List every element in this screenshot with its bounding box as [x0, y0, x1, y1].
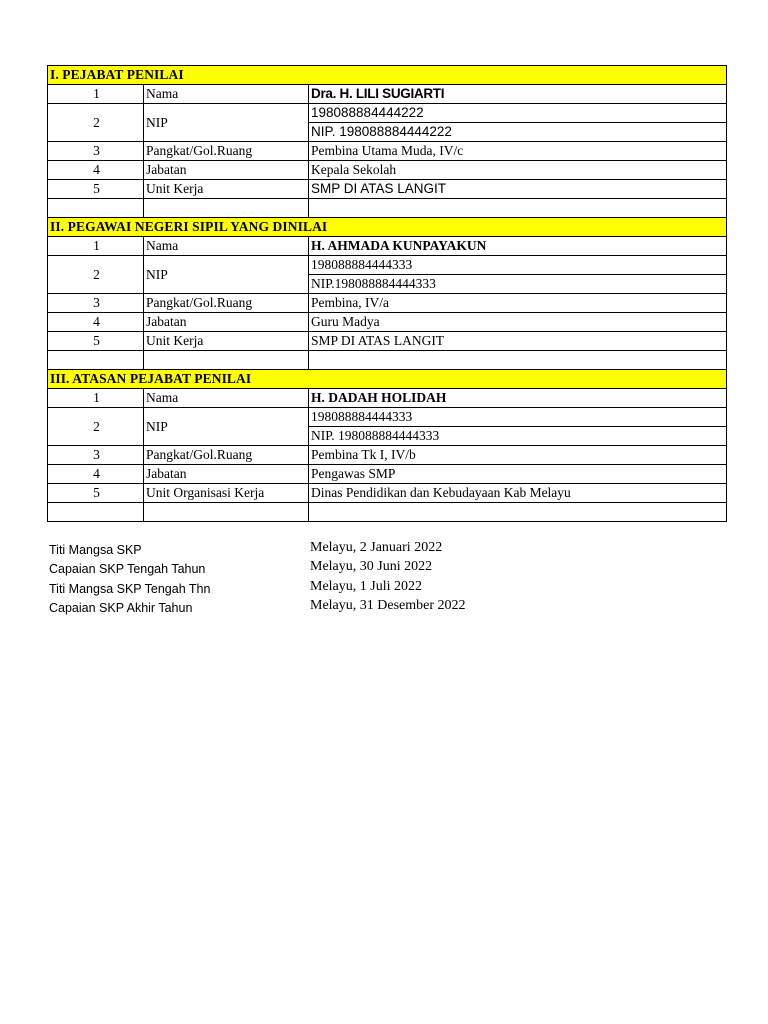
date-value: Melayu, 31 Desember 2022: [310, 597, 466, 613]
table-row: [48, 313, 727, 332]
row-number: 2: [48, 104, 144, 142]
row-label: Jabatan: [144, 161, 309, 180]
row-number: 5: [48, 332, 144, 351]
date-label: Capaian SKP Akhir Tahun: [49, 600, 193, 615]
table-row: [48, 256, 727, 275]
date-label: Titi Mangsa SKP: [49, 543, 142, 557]
row-value: Pembina Tk I, IV/b: [309, 446, 727, 465]
section-header-row: [48, 66, 727, 85]
list-item: [49, 579, 729, 598]
skp-identity-table: [47, 65, 727, 522]
table-row: [48, 294, 727, 313]
row-value-nip: NIP.198088884444333: [309, 275, 727, 294]
table-row: [48, 446, 727, 465]
row-number: 4: [48, 313, 144, 332]
row-value: H. DADAH HOLIDAH: [309, 389, 727, 408]
row-number: 1: [48, 237, 144, 256]
blank-row: [48, 199, 727, 218]
row-label: Pangkat/Gol.Ruang: [144, 294, 309, 313]
row-value: Pembina, IV/a: [309, 294, 727, 313]
row-value: SMP DI ATAS LANGIT: [309, 180, 727, 199]
row-number: 5: [48, 180, 144, 199]
row-label: Nama: [144, 85, 309, 104]
section-header-row: [48, 370, 727, 389]
row-number: 3: [48, 294, 144, 313]
table-row: [48, 332, 727, 351]
row-label: Jabatan: [144, 465, 309, 484]
row-label: Nama: [144, 389, 309, 408]
row-value: 198088884444333: [309, 256, 727, 275]
row-value: H. AHMADA KUNPAYAKUN: [309, 237, 727, 256]
row-value: Pengawas SMP: [309, 465, 727, 484]
row-number: 3: [48, 142, 144, 161]
row-value: 198088884444333: [309, 408, 727, 427]
table-row: [48, 389, 727, 408]
row-value: Kepala Sekolah: [309, 161, 727, 180]
row-label: Jabatan: [144, 313, 309, 332]
row-number: 1: [48, 389, 144, 408]
list-item: [49, 559, 729, 578]
blank-row: [48, 503, 727, 522]
date-value: Melayu, 1 Juli 2022: [310, 578, 422, 594]
list-item: [49, 540, 729, 559]
row-number: 4: [48, 465, 144, 484]
row-label: Pangkat/Gol.Ruang: [144, 446, 309, 465]
table-row: [48, 408, 727, 427]
row-label: Unit Kerja: [144, 180, 309, 199]
row-number: 3: [48, 446, 144, 465]
table-row: [48, 142, 727, 161]
row-label: Nama: [144, 237, 309, 256]
row-label: NIP: [144, 104, 309, 142]
row-number: 2: [48, 256, 144, 294]
row-value: Pembina Utama Muda, IV/c: [309, 142, 727, 161]
blank-row: [48, 351, 727, 370]
row-label: NIP: [144, 408, 309, 446]
row-number: 1: [48, 85, 144, 104]
table-row: [48, 104, 727, 123]
row-value: 198088884444222: [309, 104, 727, 123]
date-label: Titi Mangsa SKP Tengah Thn: [49, 581, 211, 596]
date-label: Capaian SKP Tengah Tahun: [49, 562, 206, 577]
section-title-atasan-pejabat-penilai: III. ATASAN PEJABAT PENILAI: [48, 370, 727, 389]
table-row: [48, 484, 727, 503]
table-row: [48, 180, 727, 199]
row-label: NIP: [144, 256, 309, 294]
row-value: SMP DI ATAS LANGIT: [309, 332, 727, 351]
row-value: Dinas Pendidikan dan Kebudayaan Kab Melayu: [309, 484, 727, 503]
row-label: Unit Organisasi Kerja: [144, 484, 309, 503]
section-title-pegawai-dinilai: II. PEGAWAI NEGERI SIPIL YANG DINILAI: [48, 218, 727, 237]
row-value: Dra. H. LILI SUGIARTI: [309, 85, 727, 104]
row-number: 5: [48, 484, 144, 503]
row-value: Guru Madya: [309, 313, 727, 332]
date-value: Melayu, 2 Januari 2022: [310, 540, 443, 555]
row-number: 4: [48, 161, 144, 180]
table-row: [48, 237, 727, 256]
section-header-row: [48, 218, 727, 237]
row-value-nip: NIP. 198088884444333: [309, 427, 727, 446]
date-value: Melayu, 30 Juni 2022: [310, 559, 433, 575]
section-title-pejabat-penilai: I. PEJABAT PENILAI: [48, 66, 727, 85]
table-row: [48, 85, 727, 104]
row-number: 2: [48, 408, 144, 446]
row-label: Unit Kerja: [144, 332, 309, 351]
table-row: [48, 161, 727, 180]
list-item: [49, 598, 729, 617]
row-label: Pangkat/Gol.Ruang: [144, 142, 309, 161]
table-row: [48, 465, 727, 484]
date-list: [49, 540, 729, 617]
row-value-nip: NIP. 198088884444222: [309, 123, 727, 142]
